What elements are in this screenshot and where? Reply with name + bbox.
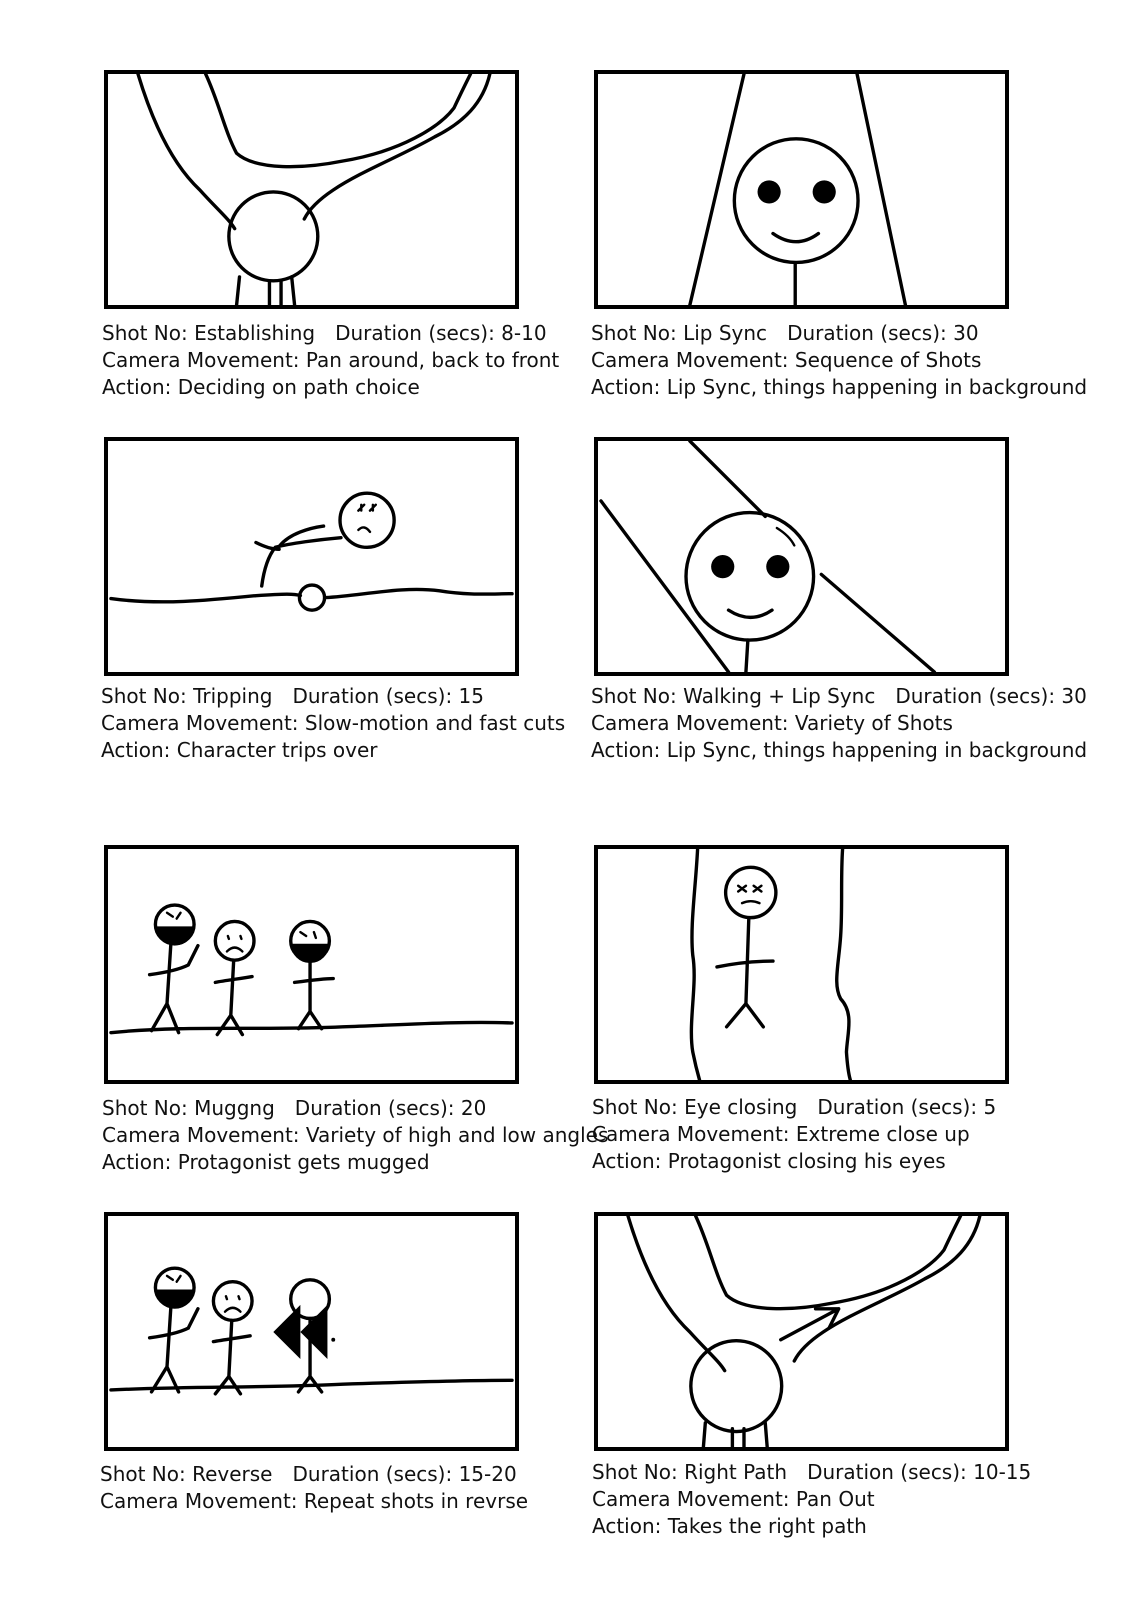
shot-label: Shot No: Reverse xyxy=(100,1462,273,1486)
caption-walking-lip-sync xyxy=(591,683,1087,764)
duration-label: Duration (secs): 15 xyxy=(292,684,484,708)
duration-label: Duration (secs): 30 xyxy=(787,321,979,345)
shot-label: Shot No: Lip Sync xyxy=(591,321,768,345)
walking-lip-sync-sketch xyxy=(598,441,1005,672)
action-label: Action: Lip Sync, things happening in background xyxy=(591,738,1088,762)
action-label: Action: Protagonist closing his eyes xyxy=(592,1149,946,1173)
storyboard-panel-establishing xyxy=(104,70,519,309)
action-label: Action: Lip Sync, things happening in background xyxy=(591,375,1088,399)
duration-label: Duration (secs): 10-15 xyxy=(807,1460,1032,1484)
shot-label: Shot No: Establishing xyxy=(102,321,316,345)
duration-label: Duration (secs): 30 xyxy=(895,684,1087,708)
camera-movement-label: Camera Movement: Sequence of Shots xyxy=(591,348,982,372)
mugging-sketch xyxy=(108,849,515,1080)
storyboard-panel-reverse xyxy=(104,1212,519,1451)
caption-lip-sync xyxy=(591,320,1087,401)
camera-movement-label: Camera Movement: Repeat shots in revrse xyxy=(100,1489,529,1513)
shot-label: Shot No: Walking + Lip Sync xyxy=(591,684,876,708)
shot-label: Shot No: Right Path xyxy=(592,1460,788,1484)
action-label: Action: Takes the right path xyxy=(592,1514,867,1538)
shot-label: Shot No: Eye closing xyxy=(592,1095,798,1119)
camera-movement-label: Camera Movement: Variety of Shots xyxy=(591,711,953,735)
storyboard-panel-walking-lip-sync xyxy=(594,437,1009,676)
caption-tripping xyxy=(101,683,565,764)
duration-label: Duration (secs): 5 xyxy=(817,1095,997,1119)
shot-label: Shot No: Tripping xyxy=(101,684,273,708)
eye-closing-sketch xyxy=(598,849,1005,1080)
caption-mugging xyxy=(102,1095,608,1176)
camera-movement-label: Camera Movement: Extreme close up xyxy=(592,1122,970,1146)
reverse-sketch xyxy=(108,1216,515,1447)
storyboard-panel-eye-closing xyxy=(594,845,1009,1084)
caption-reverse xyxy=(100,1461,528,1515)
tripping-sketch xyxy=(108,441,515,672)
storyboard-panel-mugging xyxy=(104,845,519,1084)
establishing-sketch xyxy=(108,74,515,305)
shot-label: Shot No: Muggng xyxy=(102,1096,275,1120)
camera-movement-label: Camera Movement: Pan Out xyxy=(592,1487,875,1511)
caption-establishing xyxy=(102,320,559,401)
duration-label: Duration (secs): 20 xyxy=(294,1096,487,1120)
storyboard-panel-right-path xyxy=(594,1212,1009,1451)
duration-label: Duration (secs): 8-10 xyxy=(335,321,547,345)
caption-right-path xyxy=(592,1459,1031,1540)
storyboard-panel-tripping xyxy=(104,437,519,676)
lip-sync-sketch xyxy=(598,74,1005,305)
camera-movement-label: Camera Movement: Pan around, back to front xyxy=(102,348,560,372)
duration-label: Duration (secs): 15-20 xyxy=(292,1462,517,1486)
camera-movement-label: Camera Movement: Variety of high and low angles xyxy=(102,1123,609,1147)
storyboard-panel-lip-sync xyxy=(594,70,1009,309)
right-path-sketch xyxy=(598,1216,1005,1447)
caption-eye-closing xyxy=(592,1094,996,1175)
action-label: Action: Protagonist gets mugged xyxy=(102,1150,430,1174)
action-label: Action: Character trips over xyxy=(101,738,378,762)
action-label: Action: Deciding on path choice xyxy=(102,375,420,399)
camera-movement-label: Camera Movement: Slow-motion and fast cuts xyxy=(101,711,566,735)
